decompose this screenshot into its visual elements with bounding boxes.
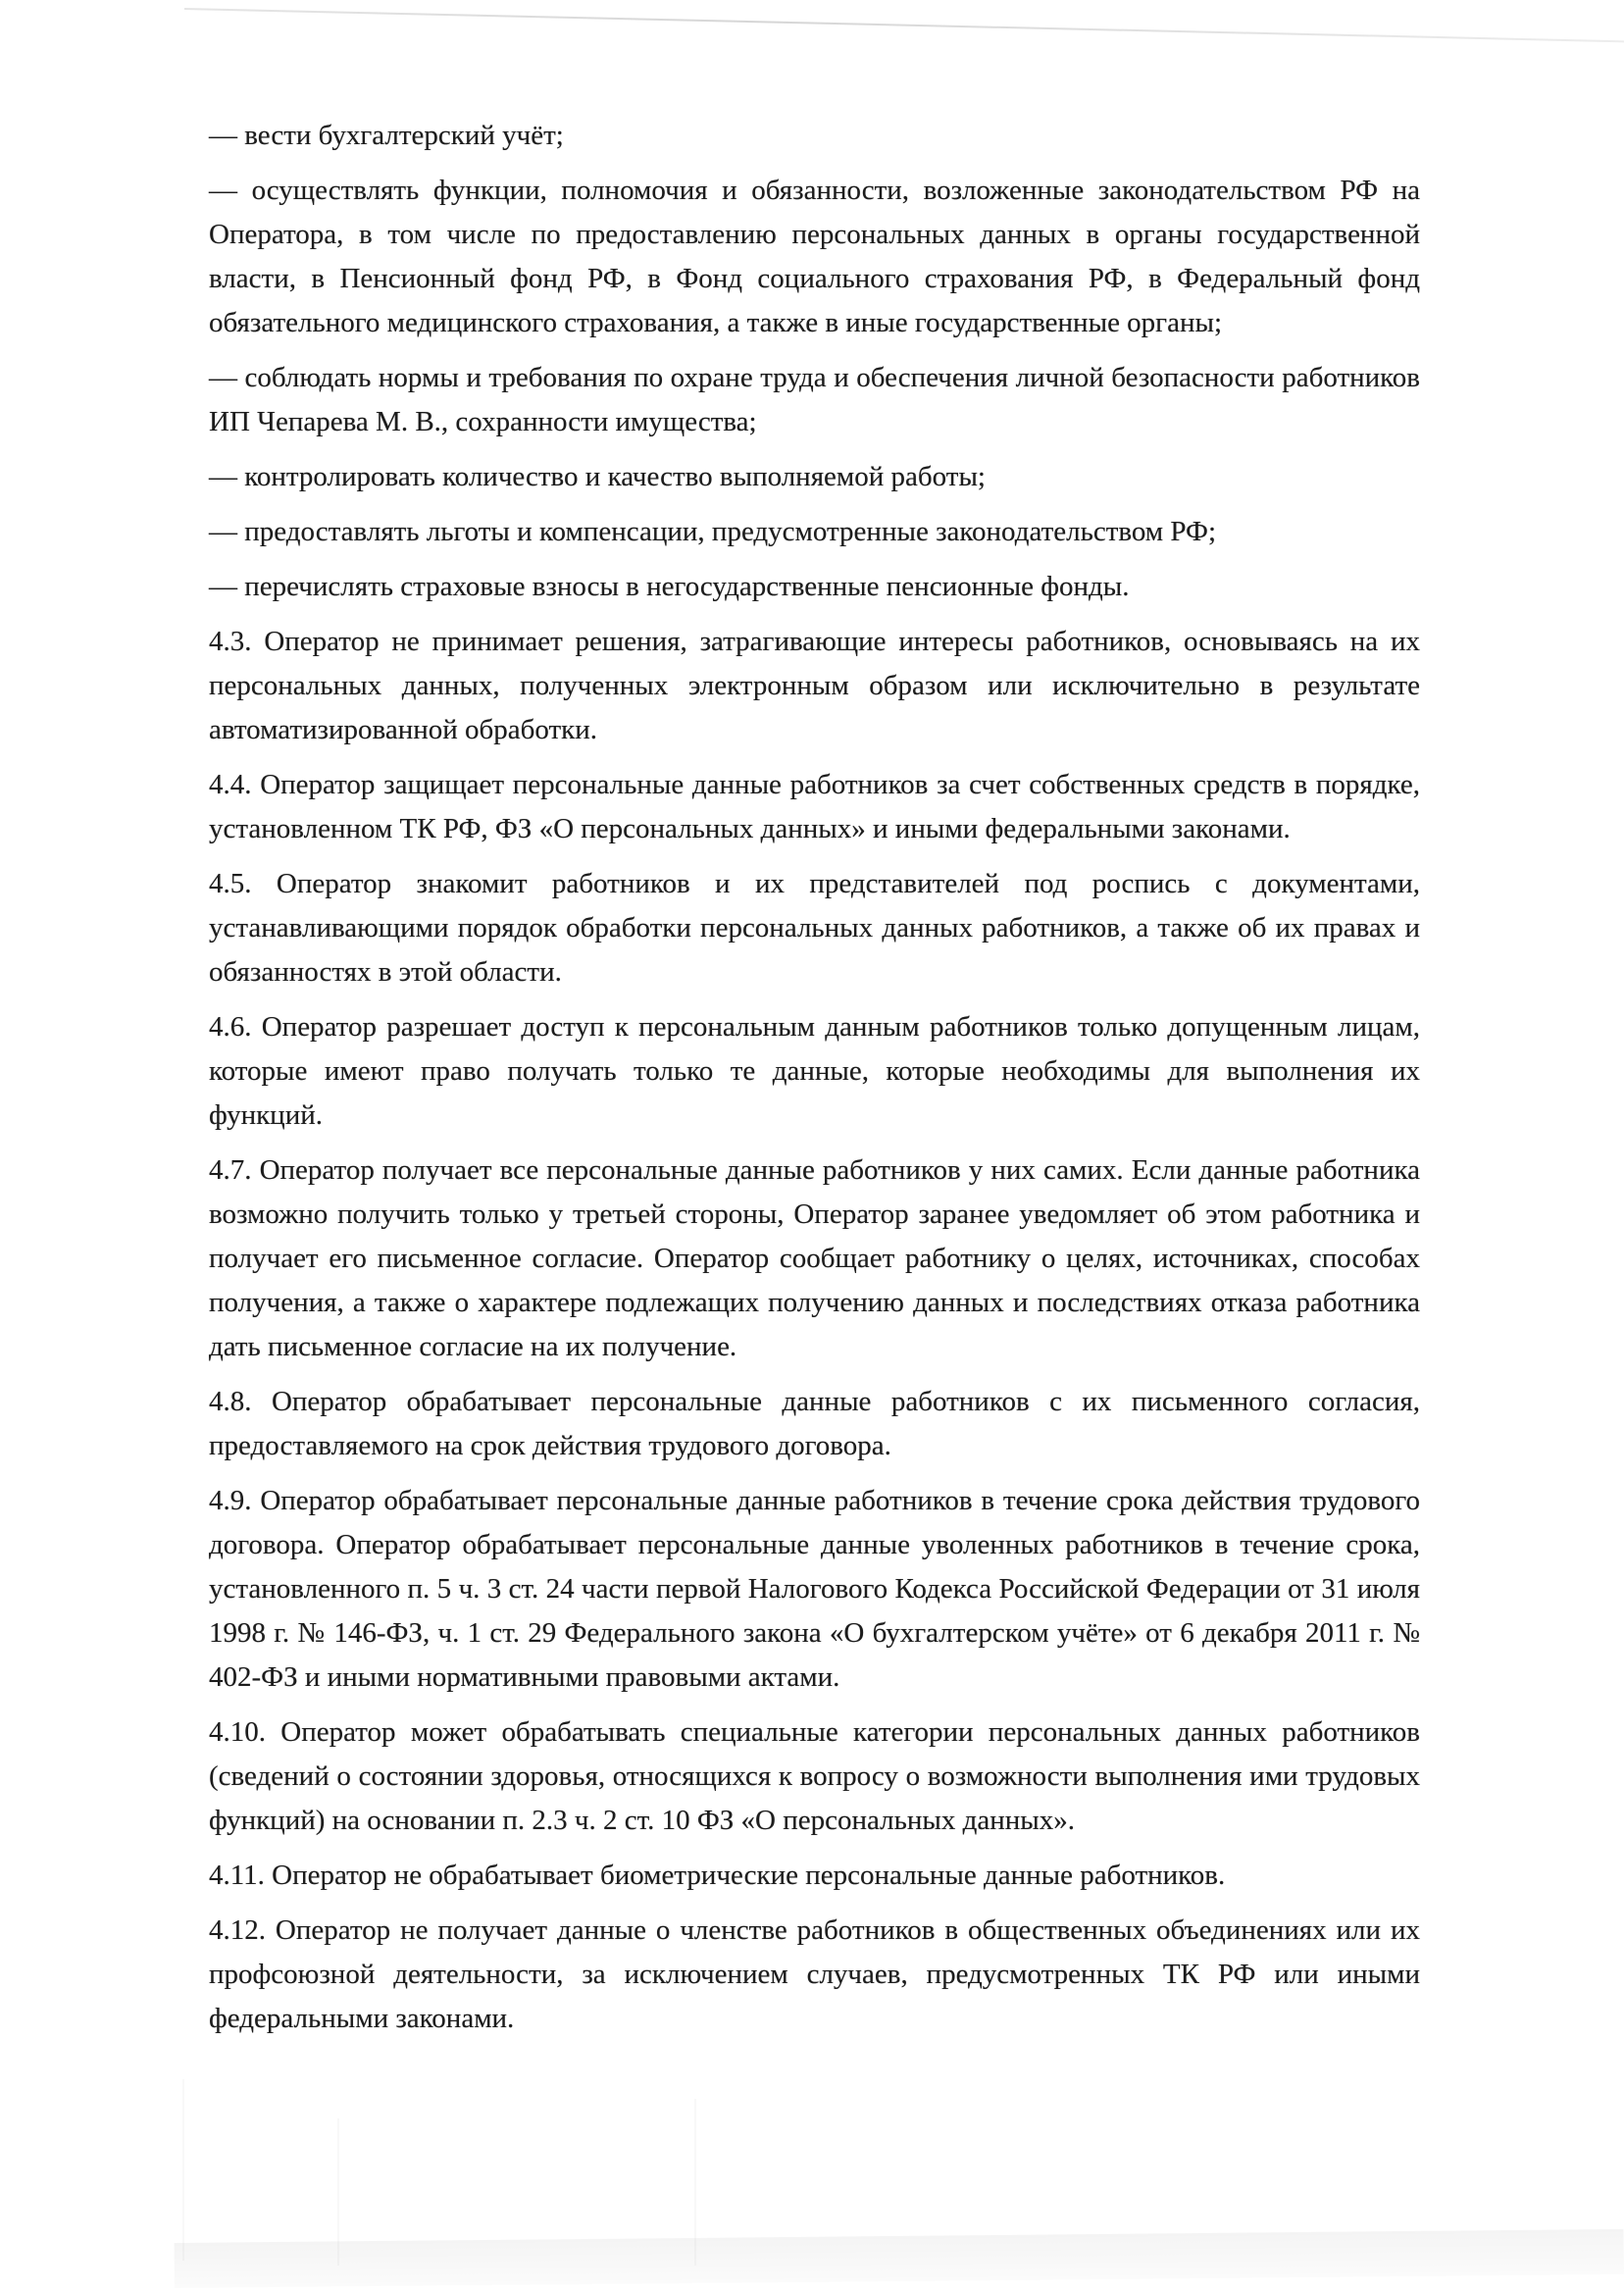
scan-edge-artifact-top: [184, 8, 1624, 42]
bullet-item-functions-duties: — осуществлять функции, полномочия и обязанности, возложенные законодательством РФ на Оператора, в том числе по предоставлению персональных данных в органы государственной власти, в Пенсионный фонд РФ, в Фонд социального страхования РФ, в Федеральный фонд обязательного медицинского страхования, а также в иные государственные органы;: [209, 175, 1420, 338]
bullet-item-work-quality: — контролировать количество и качество выполняемой работы;: [209, 461, 986, 492]
clause-4-7: 4.7. Оператор получает все персональные данные работников у них самих. Если данные работника возможно получить только у третьей стороны, Оператор заранее уведомляет об этом работника и получает его письменное согласие. Оператор сообщает работнику о целях, источниках, способах получения, а также о характере подлежащих получению данных и последствиях отказа работника дать письменное согласие на их получение.: [209, 1154, 1420, 1362]
clause-4-11: 4.11. Оператор не обрабатывает биометрические персональные данные работников.: [209, 1860, 1226, 1891]
bullet-item-accounting: — вести бухгалтерский учёт;: [209, 120, 564, 151]
bullet-item-benefits: — предоставлять льготы и компенсации, предусмотренные законодательством РФ;: [209, 516, 1217, 547]
scan-edge-artifact-bottom: [175, 2229, 1624, 2288]
bullet-item-pension-contributions: — перечислять страховые взносы в негосударственные пенсионные фонды.: [209, 571, 1130, 602]
bullet-item-labor-safety: — соблюдать нормы и требования по охране труда и обеспечения личной безопасности работников ИП Чепарева М. В., сохранности имущества;: [209, 362, 1420, 437]
clause-4-4: 4.4. Оператор защищает персональные данные работников за счет собственных средств в порядке, установленном ТК РФ, ФЗ «О персональных данных» и иными федеральными законами.: [209, 769, 1420, 844]
document-body: [209, 114, 1420, 2052]
clause-4-8: 4.8. Оператор обрабатывает персональные данные работников с их письменного согласия, предоставляемого на срок действия трудового договора.: [209, 1386, 1420, 1461]
clause-4-5: 4.5. Оператор знакомит работников и их представителей под роспись с документами, устанавливающими порядок обработки персональных данных работников, а также об их правах и обязанностях в этой области.: [209, 868, 1420, 988]
clause-4-10: 4.10. Оператор может обрабатывать специальные категории персональных данных работников (сведений о состоянии здоровья, относящихся к вопросу о возможности выполнения ими трудовых функций) на основании п. 2.3 ч. 2 ст. 10 ФЗ «О персональных данных».: [209, 1716, 1420, 1836]
clause-4-3: 4.3. Оператор не принимает решения, затрагивающие интересы работников, основываясь на их персональных данных, полученных электронным образом или исключительно в результате автоматизированной обработки.: [209, 626, 1420, 745]
clause-4-9: 4.9. Оператор обрабатывает персональные данные работников в течение срока действия трудового договора. Оператор обрабатывает персональные данные уволенных работников в течение срока, установленного п. 5 ч. 3 ст. 24 части первой Налогового Кодекса Российской Федерации от 31 июля 1998 г. № 146-ФЗ, ч. 1 ст. 29 Федерального закона «О бухгалтерском учёте» от 6 декабря 2011 г. № 402-ФЗ и иными нормативными правовыми актами.: [209, 1485, 1420, 1693]
clause-4-12: 4.12. Оператор не получает данные о членстве работников в общественных объединениях или их профсоюзной деятельности, за исключением случаев, предусмотренных ТК РФ или иными федеральными законами.: [209, 1914, 1420, 2034]
scan-fold-artifact: [182, 2079, 184, 2261]
clause-4-6: 4.6. Оператор разрешает доступ к персональным данным работников только допущенным лицам, которые имеют право получать только те данные, которые необходимы для выполнения их функций.: [209, 1011, 1420, 1131]
